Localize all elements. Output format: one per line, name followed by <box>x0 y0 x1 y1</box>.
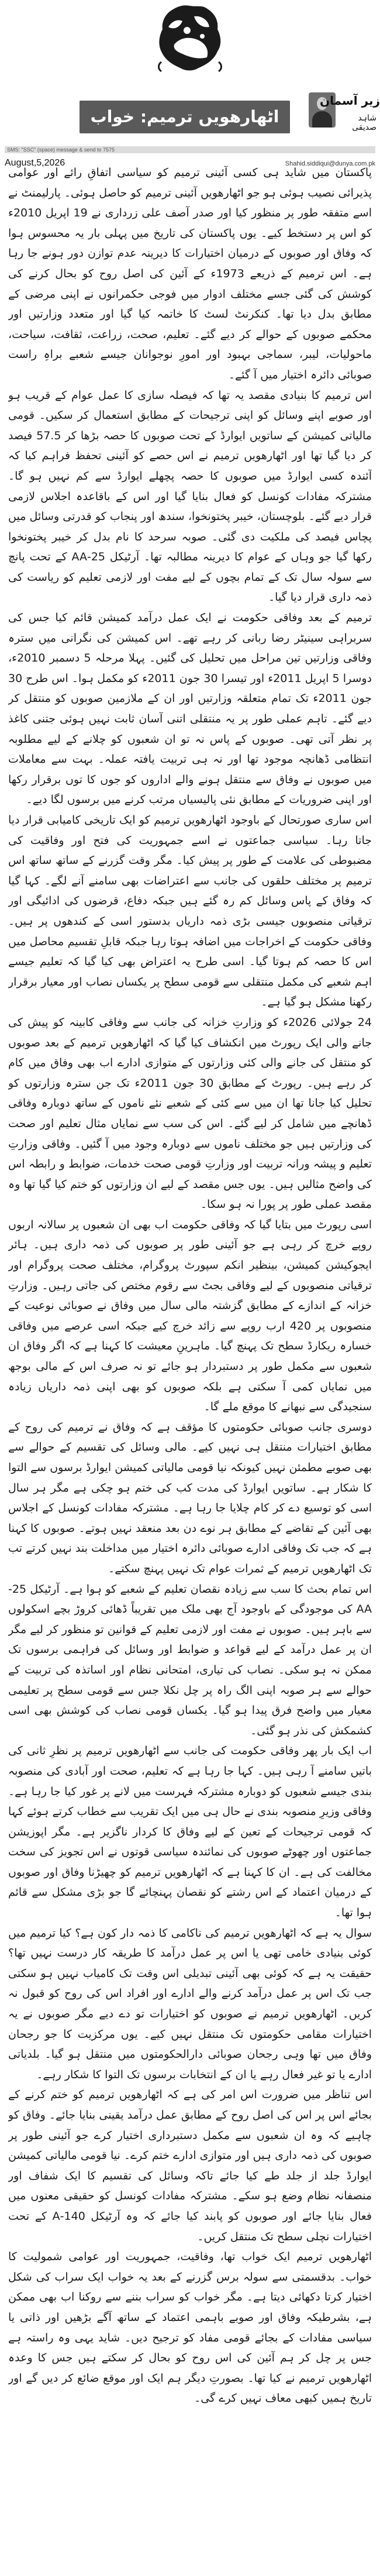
column-name: زیر آسمان <box>320 94 380 108</box>
newspaper-logo-icon[interactable] <box>157 4 223 74</box>
article-paragraph: اس ترمیم کا بنیادی مقصد یہ تھا کہ فیصلہ سازی کا عمل عوام کے قریب ہو اور صوبے اپنے وسائل کو اپنی ترجیحات کے مطابق استعمال کر سکیں۔ قومی مالیاتی کمیشن کے ساتویں ایوارڈ کے تحت صوبوں کا حصہ بڑھا کر 57.5 فیصد کر دیا گیا تھا اور اٹھارھویں ترمیم نے اس حصے کو آئینی تحفظ فراہم کیا کہ آئندہ کسی ایوارڈ میں صوبوں کا حصہ پچھلے ایوارڈ سے کم نہیں ہو گا۔ مشترکہ مفادات کونسل کو فعال بنایا گیا اور اس کے باقاعدہ اجلاس لازمی قرار دیے گئے۔ بلوچستان، خیبر پختونخوا، سندھ اور پنجاب کو قدرتی وسائل میں پچاس فیصد کی ملکیت دی گئی۔ صوبہ سرحد کا نام بدل کر خیبر پختونخوا رکھا گیا جو وہاں کے عوام کا دیرینہ مطالبہ تھا۔ آرٹیکل 25-AA کے تحت پانچ سے سولہ سال تک کے تمام بچوں کے لیے مفت اور لازمی تعلیم کو ریاست کی ذمہ داری قرار دیا گیا۔ <box>8 388 372 604</box>
article-paragraph: اب ایک بار پھر وفاقی حکومت کی جانب سے اٹھارھویں ترمیم پر نظرِ ثانی کی باتیں سامنے آ رہی ہیں۔ کہا جا رہا ہے کہ تعلیم، صحت اور آبادی کی منصوبہ بندی جیسے شعبوں کو دوبارہ مشترکہ فہرست میں لانے پر غور کیا جا رہا ہے۔ وفاقی وزیرِ منصوبہ بندی نے حال ہی میں ایک تقریب سے خطاب کرتے ہوئے کہا کہ قومی ترجیحات کے تعین کے لیے وفاق کا کردار ناگزیر ہے۔ مگر اپوزیشن جماعتوں اور چھوٹے صوبوں کی نمائندہ سیاسی قوتوں نے اس تجویز کی سخت مخالفت کی ہے۔ ان کا کہنا ہے کہ اٹھارھویں ترمیم کو چھیڑنا وفاق اور صوبوں کے درمیان اعتماد کے اس رشتے کو نقصان پہنچائے گا جو بڑی مشکل سے قائم ہوا تھا۔ <box>8 1744 372 1920</box>
article-paragraph: 24 جولائی 2026ء کو وزارتِ خزانہ کی جانب سے وفاقی کابینہ کو پیش کی جانے والی ایک رپورٹ میں انکشاف کیا گیا کہ اٹھارھویں ترمیم کے بعد صوبوں کو منتقل کی جانے والی کئی وزارتوں کے متوازی ادارے اب بھی وفاق میں کام کر رہے ہیں۔ رپورٹ کے مطابق 30 جون 2011ء تک جن سترہ وزارتوں کو تحلیل کیا جانا تھا ان میں سے کئی کے شعبے نئے ناموں کے ساتھ دوبارہ وفاقی ڈھانچے میں شامل کر لیے گئے۔ اس کی سب سے نمایاں مثال تعلیم اور صحت کی وزارتیں ہیں جو مختلف ناموں سے دوبارہ وجود میں آ گئیں۔ وفاقی وزارتِ تعلیم و پیشہ ورانہ تربیت اور وزارتِ قومی صحت خدمات، ضوابط و رابطہ اس کی واضح مثالیں ہیں۔ یوں جس مقصد کے لیے ان وزارتوں کو ختم کیا گیا تھا وہ مقصد عملی طور پر پورا نہ ہو سکا۔ <box>8 1015 372 1211</box>
article-body <box>8 163 372 2568</box>
author-name: شاہد صدیقی <box>352 113 376 132</box>
masthead <box>0 0 380 88</box>
article-paragraph: اسی رپورٹ میں بتایا گیا کہ وفاقی حکومت اب بھی ان شعبوں پر سالانہ اربوں روپے خرچ کر رہی ہے جو آئینی طور پر صوبوں کی ذمہ داری ہیں۔ ہائر ایجوکیشن کمیشن، بینظیر انکم سپورٹ پروگرام، مختلف صحت پروگرام اور ترقیاتی منصوبوں کے لیے وفاقی بجٹ سے رقوم مختص کی جاتی رہیں۔ وزارتِ خزانہ کے اندازے کے مطابق گزشتہ مالی سال میں وفاق نے صوبائی نوعیت کے منصوبوں پر 420 ارب روپے سے زائد خرچ کیے جبکہ اسی عرصے میں وفاقی خسارہ ریکارڈ سطح تک پہنچ گیا۔ ماہرینِ معیشت کا کہنا ہے کہ اگر وفاق ان شعبوں سے مکمل طور پر دستبردار ہو جائے تو نہ صرف اس کے مالی بوجھ میں نمایاں کمی آ سکتی ہے بلکہ صوبوں کو بھی اپنی ذمہ داریاں زیادہ سنجیدگی سے نبھانے کا موقع ملے گا۔ <box>8 1218 372 1414</box>
article-paragraph: اس تمام بحث کا سب سے زیادہ نقصان تعلیم کے شعبے کو ہوا ہے۔ آرٹیکل 25-AA کی موجودگی کے باوجود آج بھی ملک میں تقریباً ڈھائی کروڑ بچے اسکولوں سے باہر ہیں۔ صوبوں نے مفت اور لازمی تعلیم کے قوانین تو منظور کر لیے مگر ان پر عمل درآمد کے لیے قواعد و ضوابط اور وسائل کی فراہمی برسوں تک ممکن نہ ہو سکی۔ نصاب کی تیاری، امتحانی نظام اور اساتذہ کی تربیت کے حوالے سے ہر صوبہ اپنی الگ راہ پر چل نکلا جس سے قومی سطح پر تعلیمی معیار میں واضح فرق پیدا ہو گیا۔ یکساں قومی نصاب کی کوشش بھی اسی کشمکش کی نذر ہو گئی۔ <box>8 1582 372 1737</box>
article-paragraph: ترمیم کے بعد وفاقی حکومت نے ایک عمل درآمد کمیشن قائم کیا جس کی سربراہی سینیٹر رضا ربانی کر رہے تھے۔ اس کمیشن کی نگرانی میں سترہ وفاقی وزارتیں تین مراحل میں تحلیل کی گئیں۔ پہلا مرحلہ 5 دسمبر 2010ء، دوسرا 5 اپریل 2011ء اور تیسرا 30 جون 2011ء کو مکمل ہوا۔ اس طرح 30 جون 2011ء تک تمام متعلقہ وزارتیں اور ان کے ملازمین صوبوں کو منتقل کر دیے گئے۔ تاہم عملی طور پر یہ منتقلی اتنی آسان ثابت نہیں ہوئی جتنی کاغذ پر نظر آتی تھی۔ صوبوں کے پاس نہ تو ان شعبوں کو چلانے کے لیے مطلوبہ انتظامی ڈھانچہ موجود تھا اور نہ ہی تربیت یافتہ عملہ۔ بہت سے معاملات میں صوبوں نے وفاق سے منتقل ہونے والے اداروں کو جوں کا توں برقرار رکھا اور اپنی ضروریات کے مطابق نئی پالیسیاں مرتب کرنے میں برسوں لگا دیے۔ <box>8 611 372 807</box>
article-paragraph: پاکستان میں شاید ہی کسی آئینی ترمیم کو سیاسی اتفاقِ رائے اور عوامی پذیرائی نصیب ہوئی ہو جو اٹھارھویں آئینی ترمیم کو حاصل ہوئی۔ پارلیمنٹ نے اسے متفقہ طور پر منظور کیا اور صدر آصف علی زرداری نے 19 اپریل 2010ء کو اس پر دستخط کیے۔ یوں پاکستان کی تاریخ میں پہلی بار یہ محسوس ہوا کہ وفاق اور صوبوں کے درمیان اختیارات کا دیرینہ عدم توازن دور ہونے جا رہا ہے۔ اس ترمیم کے ذریعے 1973ء کے آئین کی اصل روح کو بحال کرنے کی کوشش کی گئی جسے مختلف ادوار میں فوجی حکمرانوں نے اپنی مرضی کے مطابق بدل دیا تھا۔ کنکرنٹ لسٹ کا خاتمہ کیا گیا اور متعدد وزارتیں اور محکمے صوبوں کے حوالے کر دیے گئے۔ تعلیم، صحت، زراعت، ثقافت، سیاحت، ماحولیات، لیبر، سماجی بہبود اور امورِ نوجوانان جیسے شعبے براہِ راست صوبائی دائرہ اختیار میں آ گئے۔ <box>8 166 372 381</box>
article-paragraph: سوال یہ ہے کہ اٹھارھویں ترمیم کی ناکامی کا ذمہ دار کون ہے؟ کیا ترمیم میں کوئی بنیادی خامی تھی یا اس پر عمل درآمد کا طریقہ کار درست نہیں تھا؟ حقیقت یہ ہے کہ کوئی بھی آئینی تبدیلی اس وقت تک کامیاب نہیں ہو سکتی جب تک اس پر عمل درآمد کرنے والے ادارے اور افراد اس کی روح کو قبول نہ کریں۔ اٹھارھویں ترمیم نے صوبوں کو اختیارات تو دے دیے مگر صوبوں نے یہ اختیارات مقامی حکومتوں تک منتقل نہیں کیے۔ یوں مرکزیت کا جو رجحان وفاق میں تھا وہی رجحان صوبائی دارالحکومتوں میں منتقل ہو گیا۔ بلدیاتی ادارے یا تو غیر فعال رہے یا ان کے انتخابات برسوں تک التوا کا شکار رہے۔ <box>8 1926 372 2081</box>
article-paragraph: اس تناظر میں ضرورت اس امر کی ہے کہ اٹھارھویں ترمیم کو ختم کرنے کے بجائے اس پر اس کی اصل روح کے مطابق عمل درآمد یقینی بنایا جائے۔ وفاق کو چاہیے کہ وہ ان شعبوں سے مکمل دستبرداری اختیار کرے جو آئینی طور پر صوبوں کی ذمہ داری ہیں اور متوازی ادارے ختم کرے۔ نیا قومی مالیاتی کمیشن ایوارڈ جلد از جلد طے کیا جائے تاکہ وسائل کی تقسیم کا ایک شفاف اور منصفانہ نظام وضع ہو سکے۔ مشترکہ مفادات کونسل کو حقیقی معنوں میں فعال بنایا جائے اور صوبوں کو پابند کیا جائے کہ وہ آرٹیکل 140-A کے تحت اختیارات نچلی سطح تک منتقل کریں۔ <box>8 2088 372 2243</box>
author-email-link[interactable]: Shahid.siddiqui@dunya.com.pk <box>285 160 375 167</box>
article-paragraph: اٹھارھویں ترمیم ایک خواب تھا، وفاقیت، جمہوریت اور عوامی شمولیت کا خواب۔ بدقسمتی سے سولہ برس گزرنے کے بعد یہ خواب ایک سراب کی شکل اختیار کرتا دکھائی دیتا ہے۔ مگر خواب کو سراب بننے سے روکنا اب بھی ممکن ہے، بشرطیکہ وفاق اور صوبے باہمی اعتماد کے ساتھ آگے بڑھیں اور ذاتی یا سیاسی مفادات کے بجائے قومی مفاد کو ترجیح دیں۔ شاید یہی وہ راستہ ہے جس پر چل کر ہم آئین کی اس روح کو بحال کر سکتے ہیں جس کا وعدہ اٹھارھویں ترمیم نے کیا تھا۔ بصورتِ دیگر ہم ایک اور موقع ضائع کر دیں گے اور تاریخ ہمیں کبھی معاف نہیں کرے گی۔ <box>8 2250 372 2405</box>
column-header <box>0 92 380 168</box>
article-paragraph: اس ساری صورتحال کے باوجود اٹھارھویں ترمیم کو ایک تاریخی کامیابی قرار دیا جاتا رہا۔ سیاسی جماعتوں نے اسے جمہوریت کی فتح اور وفاقیت کی مضبوطی کی علامت کے طور پر پیش کیا۔ مگر وقت گزرنے کے ساتھ ساتھ اس ترمیم پر مختلف حلقوں کی جانب سے اعتراضات بھی سامنے آنے لگے۔ کہا گیا کہ وفاق کے پاس وسائل کم رہ گئے ہیں جبکہ دفاع، قرضوں کی ادائیگی اور ترقیاتی منصوبوں جیسی بڑی ذمہ داریاں بدستور اسی کے کندھوں پر ہیں۔ وفاقی حکومت کے اخراجات میں اضافہ ہوتا رہا جبکہ قابلِ تقسیم محاصل میں اس کا حصہ کم ہوتا گیا۔ اسی طرح یہ اعتراض بھی کیا گیا کہ تعلیم جیسے اہم شعبے کی مکمل منتقلی سے قومی سطح پر یکساں نصاب اور معیار برقرار رکھنا مشکل ہو گیا ہے۔ <box>8 814 372 1009</box>
article-headline: اٹھارھویں ترمیم: خواب <box>80 101 290 133</box>
publish-date: August,5,2026 <box>5 158 65 168</box>
sms-notice-bar: SMS: "SSC" (space) message & send to 7575 <box>5 146 375 153</box>
article-paragraph: دوسری جانب صوبائی حکومتوں کا مؤقف ہے کہ وفاق نے ترمیم کی روح کے مطابق اختیارات منتقل ہی نہیں کیے۔ مالی وسائل کی تقسیم کے حوالے سے بھی صوبے مطمئن نہیں کیونکہ نیا قومی مالیاتی کمیشن ایوارڈ برسوں سے التوا کا شکار ہے۔ ساتویں ایوارڈ کی مدت کب کی ختم ہو چکی ہے مگر ہر سال اسی کو توسیع دے کر کام چلایا جا رہا ہے۔ مشترکہ مفادات کونسل کے اجلاس بھی آئین کے تقاضے کے مطابق ہر نوے دن بعد منعقد نہیں ہوتے۔ صوبوں کا کہنا ہے کہ جب تک وفاقی ادارے صوبائی دائرہ اختیار میں مداخلت بند نہیں کرتے تب تک اٹھارھویں ترمیم کے ثمرات عوام تک نہیں پہنچ سکتے۔ <box>8 1420 372 1575</box>
